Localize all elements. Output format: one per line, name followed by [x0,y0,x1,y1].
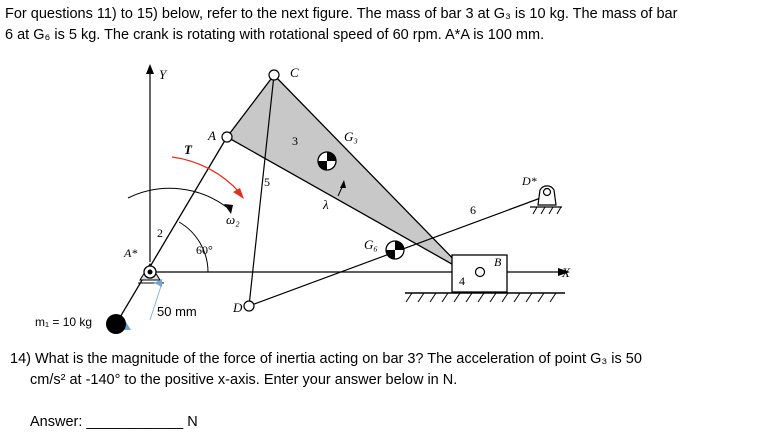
question-text [10,349,710,391]
label-g6: G₆ [364,237,378,252]
omega-arc [128,188,229,209]
g3-centroid [318,152,336,170]
label-mass: m₁ = 10 kg [35,315,93,329]
intro-line-2: 6 at G₆ is 5 kg. The crank is rotating with rotational speed of 60 rpm. A*A is 100 mm. [5,27,545,43]
question-line-2: cm/s² at -140° to the positive x-axis. Enter your answer below in N. [30,372,458,388]
joint-a [222,132,232,142]
label-omega: ω₂ [226,212,240,227]
torque-arrowhead [233,188,244,199]
ground-hatch [405,293,565,302]
label-a-star: A* [124,246,138,260]
x-axis-label: X [562,265,570,280]
question-line-1: 14) What is the magnitude of the force of inertia acting on bar 3? The acceleration of point G₃ is 50 [10,351,642,367]
torque-arc [172,157,240,193]
label-offset: 50 mm [157,304,197,319]
label-d-star: D* [522,174,537,188]
label-t: T [184,142,192,157]
label-link-2: 2 [157,226,163,240]
label-link-5: 5 [264,175,270,189]
y-axis-arrow [146,64,154,74]
label-angle: 60° [196,243,213,257]
answer-unit: N [187,414,198,430]
g6-centroid [386,241,404,259]
label-link-4: 4 [459,274,465,288]
pivot-d [244,301,254,311]
label-lambda: λ [323,197,329,212]
label-d: D [233,300,243,315]
label-link-3: 3 [292,134,298,148]
answer-blank[interactable]: ____________ [86,414,184,430]
answer-row [30,414,198,430]
answer-label: Answer: [30,414,83,430]
joint-c [269,70,279,80]
crank-2-bar [116,137,227,324]
intro-line-1: For questions 11) to 15) below, refer to the next figure. The mass of bar 3 at G₃ is 10 kg. The mass of bar [5,6,678,22]
label-g3: G₃ [344,129,358,144]
mass-m1 [106,314,126,334]
label-b: B [494,255,502,269]
label-c: C [290,65,299,80]
label-a: A [208,128,216,143]
label-link-6: 6 [470,203,476,217]
joint-b [476,268,485,277]
y-axis-label: Y [159,67,167,82]
